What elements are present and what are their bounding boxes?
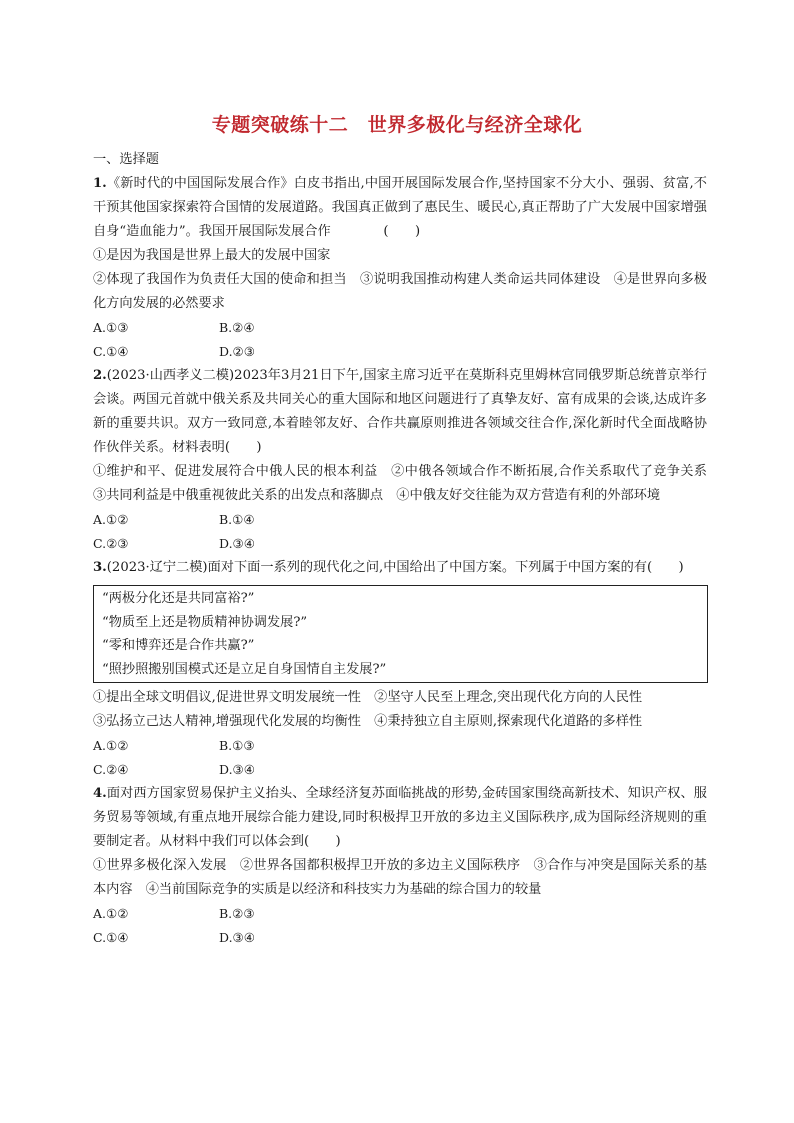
question-1 — [93, 172, 707, 364]
question-1-number: 1. — [93, 176, 107, 191]
question-4-options-row-2 — [93, 926, 707, 950]
quote-4: “照抄照搬别国模式还是立足自身国情自主发展?” — [102, 661, 387, 677]
question-2-options-row-2 — [93, 532, 707, 556]
document-body — [93, 148, 721, 950]
section-label: 一、选择题 — [93, 152, 159, 167]
question-4-text: 面对西方国家贸易保护主义抬头、全球经济复苏面临挑战的形势,金砖国家围绕高新技术、知识产权、服务贸易等领域,有重点地开展综合能力建设,同时积极捍卫开放的多边主义国际秩序,成为国际经济规则的重要制定者。从材料中我们可以体会到( ) — [93, 786, 707, 849]
question-2-number: 2. — [93, 368, 107, 383]
question-3-option-a: A.①② — [93, 738, 129, 753]
question-2 — [93, 364, 721, 556]
question-1-option-d: D.②③ — [219, 344, 255, 359]
question-4-option-c: C.①④ — [93, 930, 129, 945]
question-2-statements: ①维护和平、促进发展符合中俄人民的根本利益 ②中俄各领域合作不断拓展,合作关系取代了竞争关系 ③共同利益是中俄重视彼此关系的出发点和落脚点 ④中俄友好交往能为双方营造有利的外部环境 — [93, 464, 721, 503]
question-2-text: (2023·山西孝义二模)2023年3月21日下午,国家主席习近平在莫斯科克里姆林宫同俄罗斯总统普京举行会谈。两国元首就中俄关系及共同关心的重大国际和地区问题进行了真挚友好、富有成果的会谈,达成许多新的重要共识。双方一致同意,本着睦邻友好、合作共赢原则推进各领域交往合作,深化新时代全面战略协作伙伴关系。材料表明( ) — [93, 368, 707, 455]
question-2-options-row-1 — [93, 508, 707, 532]
question-1-options-row-1 — [93, 316, 707, 340]
question-1-statement-1: ①是因为我国是世界上最大的发展中国家 — [93, 248, 331, 263]
question-2-stem — [93, 364, 707, 460]
question-3-option-c: C.②④ — [93, 762, 129, 777]
quote-3: “零和博弈还是合作共赢?” — [102, 638, 255, 653]
question-3-option-b: B.①③ — [219, 738, 255, 753]
question-4-statements: ①世界多极化深入发展 ②世界各国都积极捍卫开放的多边主义国际秩序 ③合作与冲突是国际关系的基本内容 ④当前国际竞争的实质是以经济和科技实力为基础的综合国力的较量 — [93, 858, 707, 897]
question-1-options-row-2 — [93, 340, 707, 364]
question-4-option-d: D.③④ — [219, 930, 255, 945]
question-3 — [93, 556, 707, 782]
question-2-option-d: D.③④ — [219, 536, 255, 551]
question-4-option-b: B.②③ — [219, 906, 255, 921]
question-4-stem — [93, 782, 707, 854]
question-1-option-c: C.①④ — [93, 344, 129, 359]
page-title: 专题突破练十二 世界多极化与经济全球化 — [211, 114, 583, 136]
question-3-text: (2023·辽宁二模)面对下面一系列的现代化之问,中国给出了中国方案。下列属于中国方案的有( ) — [106, 560, 684, 575]
question-3-statements-1-2: ①提出全球文明倡议,促进世界文明发展统一性 ②坚守人民至上理念,突出现代化方向的人民性 — [93, 690, 643, 705]
quote-1: “两极分化还是共同富裕?” — [102, 591, 255, 606]
question-4-number: 4. — [93, 786, 107, 801]
question-1-stem — [93, 172, 707, 244]
question-4 — [93, 782, 707, 950]
question-4-options-row-1 — [93, 902, 707, 926]
question-3-quote-box — [93, 585, 708, 683]
question-2-option-c: C.②③ — [93, 536, 129, 551]
quote-2: “物质至上还是物质精神协调发展?” — [102, 614, 308, 630]
question-3-options-row-2 — [93, 758, 707, 782]
question-2-option-b: B.①④ — [219, 512, 255, 527]
question-3-options-row-1 — [93, 734, 707, 758]
question-4-option-a: A.①② — [93, 906, 129, 921]
question-1-option-b: B.②④ — [219, 320, 255, 335]
question-3-stem — [93, 556, 707, 580]
question-3-option-d: D.③④ — [219, 762, 255, 777]
question-3-number: 3. — [93, 560, 107, 575]
question-2-option-a: A.①② — [93, 512, 129, 527]
question-3-statements-3-4: ③弘扬立己达人精神,增强现代化发展的均衡性 ④秉持独立自主原则,探索现代化道路的多样性 — [93, 714, 643, 729]
question-1-text: 《新时代的中国国际发展合作》白皮书指出,中国开展国际发展合作,坚持国家不分大小、强弱、贫富,不干预其他国家探索符合国情的发展道路。我国真正做到了惠民生、暖民心,真正帮助了广大发展中国家增强自身“造血能力”。我国开展国际发展合作 ( ) — [93, 176, 707, 239]
question-1-option-a: A.①③ — [93, 320, 129, 335]
question-1-statements-2-4: ②体现了我国作为负责任大国的使命和担当 ③说明我国推动构建人类命运共同体建设 ④是世界向多极化方向发展的必然要求 — [93, 272, 707, 311]
